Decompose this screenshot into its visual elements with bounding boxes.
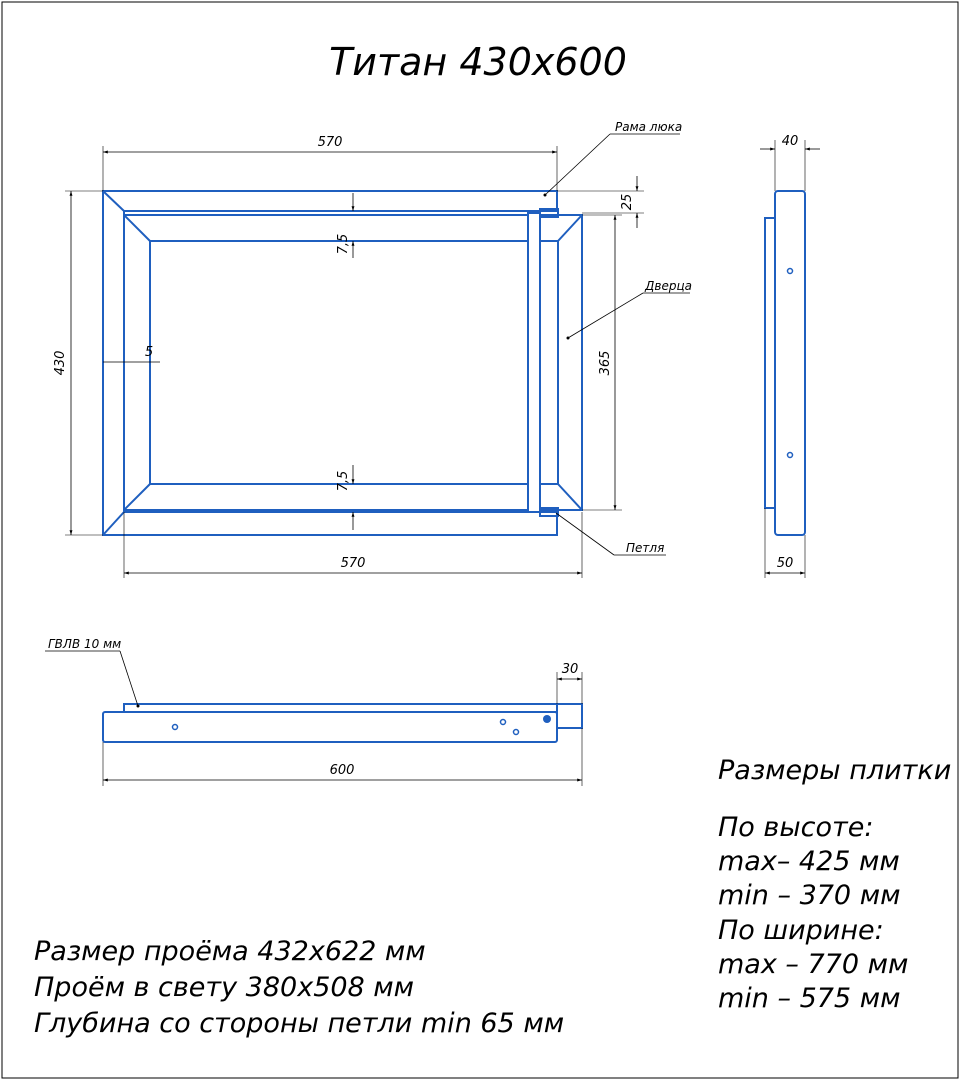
tile-width-max: max – 770 мм (718, 949, 909, 980)
bottom-door-edge (557, 704, 582, 728)
dim-width-bottom: 570 (340, 556, 366, 571)
drawing-title: Титан 430х600 (329, 40, 627, 84)
opening-specs-block (34, 936, 564, 1039)
dim-height: 430 (53, 350, 68, 376)
dim-door-height: 365 (598, 350, 613, 376)
side-screw-top (788, 269, 793, 274)
frame-corner-tl (103, 191, 124, 211)
door-bevel-b (558, 215, 582, 241)
dim-inset-left: 5 (144, 345, 154, 360)
bottom-body (103, 712, 557, 742)
tile-height-min: min – 370 мм (718, 880, 901, 911)
side-body (775, 191, 805, 535)
bottom-view (45, 637, 582, 786)
board-strip (124, 704, 557, 712)
panel-bevel-tl (124, 215, 150, 241)
bottom-screw-a (173, 725, 178, 730)
side-view (760, 134, 820, 578)
leader-board (120, 651, 138, 706)
door-right-edge (540, 215, 582, 510)
tile-heading: Размеры плитки (718, 755, 952, 786)
tile-sizes-block (718, 755, 951, 1014)
dim-side-top: 40 (781, 134, 799, 149)
dim-side-bottom: 50 (776, 556, 794, 571)
dim-frame-offset: 25 (620, 193, 635, 211)
side-door (765, 218, 775, 508)
door-panel-outer (124, 215, 528, 510)
label-board: ГВЛВ 10 мм (48, 637, 122, 651)
side-screw-bottom (788, 453, 793, 458)
dim-inset-top: 7,5 (336, 233, 351, 255)
dim-inset-bottom: 7,5 (336, 470, 351, 492)
label-door: Дверца (645, 279, 692, 293)
dim-right: 30 (561, 662, 579, 677)
bottom-screw-b (501, 720, 506, 725)
door-bevel-d (558, 484, 582, 510)
door-strip (528, 213, 540, 512)
frame-corner-bl (103, 512, 124, 535)
bottom-screw-c (514, 730, 519, 735)
front-view (53, 120, 692, 578)
dim-length: 600 (329, 763, 355, 778)
label-frame: Рама люка (615, 120, 683, 134)
label-hinge: Петля (626, 541, 665, 555)
dim-width-top: 570 (317, 135, 343, 150)
opening-size: Размер проёма 432х622 мм (34, 936, 426, 967)
tile-height-max: max– 425 мм (718, 846, 900, 877)
opening-clear: Проём в свету 380х508 мм (34, 972, 415, 1003)
leader-hinge (556, 513, 614, 555)
opening-depth: Глубина со стороны петли min 65 мм (34, 1008, 565, 1039)
leader-door (568, 293, 643, 338)
tile-height-label: По высоте: (718, 812, 874, 843)
panel-bevel-bl (124, 484, 150, 510)
tile-width-min: min – 575 мм (718, 983, 901, 1014)
door-panel-inner (150, 241, 528, 484)
tile-width-label: По ширине: (718, 915, 884, 946)
leader-frame (545, 134, 610, 195)
bottom-hinge-pin (543, 715, 551, 723)
